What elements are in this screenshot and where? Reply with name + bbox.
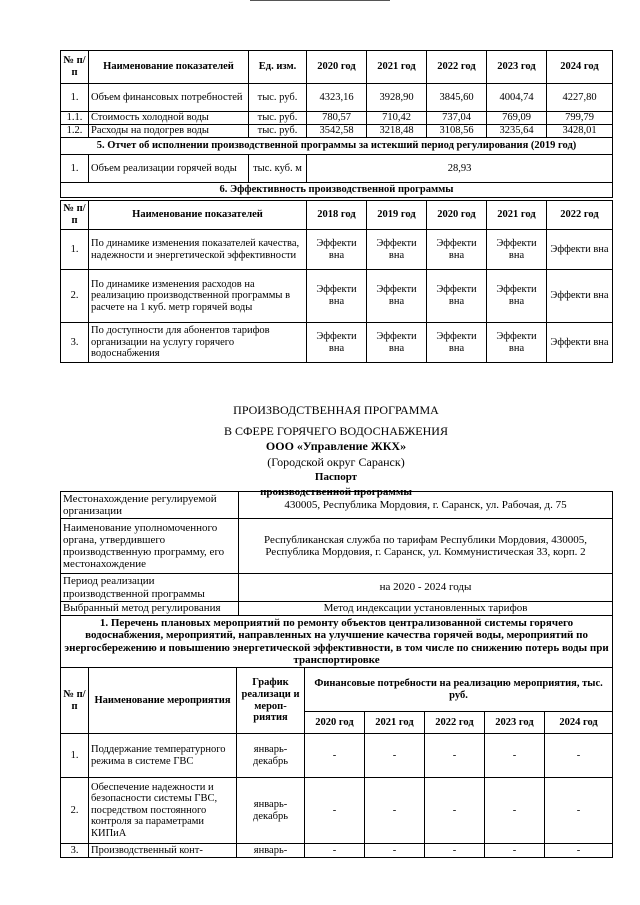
- cell: Производственный конт-: [89, 844, 237, 858]
- cell: январь-: [237, 844, 305, 858]
- table-row: [61, 574, 613, 602]
- cell: Обеспечение надежности и безопасности системы ГВС, посредством постоянного контроля за параметрами КИПиА: [89, 778, 237, 844]
- passport-value: Метод индексации установленных тарифов: [239, 602, 613, 616]
- cell: 3235,64: [487, 125, 547, 138]
- year-header: 2023 год: [485, 712, 545, 734]
- cell: Объем финансовых потребностей: [89, 84, 249, 112]
- cell: -: [305, 778, 365, 844]
- col-header: График реализаци и мероп- риятия: [237, 668, 305, 734]
- program-title-block: [60, 403, 612, 499]
- section-5-title-row: [61, 138, 613, 155]
- cell: Эффекти вна: [307, 323, 367, 363]
- cell: Эффекти вна: [427, 323, 487, 363]
- cell: январь-декабрь: [237, 734, 305, 778]
- col-header: № п/п: [61, 51, 89, 84]
- table-row: [61, 270, 613, 323]
- cell: Эффекти вна: [487, 323, 547, 363]
- page-top-mark: [250, 0, 390, 4]
- cell: 1.: [61, 230, 89, 270]
- table-row: [61, 230, 613, 270]
- table-row: [61, 492, 613, 519]
- cell: 1.: [61, 155, 89, 183]
- year-header: 2024 год: [545, 712, 613, 734]
- table-row: [61, 734, 613, 778]
- passport-label: Период реализации производственной программы: [61, 574, 239, 602]
- col-header: Наименование показателей: [89, 201, 307, 230]
- program-subtitle: В СФЕРЕ ГОРЯЧЕГО ВОДОСНАБЖЕНИЯ: [224, 423, 448, 438]
- program-title: ПРОИЗВОДСТВЕННАЯ ПРОГРАММА: [233, 403, 439, 417]
- col-header: 2018 год: [307, 201, 367, 230]
- cell: -: [365, 778, 425, 844]
- col-header: № п/п: [61, 201, 89, 230]
- col-header: 2023 год: [487, 51, 547, 84]
- measures-header-row: [61, 668, 613, 712]
- col-header: 2020 год: [307, 51, 367, 84]
- cell: По динамике изменения показателей качества, надежности и энергетической эффективности: [89, 230, 307, 270]
- col-header: Наименование показателей: [89, 51, 249, 84]
- table-row: [61, 602, 613, 616]
- cell: По динамике изменения расходов на реализацию производственной программы в расчете на 1 куб. метр горячей воды: [89, 270, 307, 323]
- section-6-title: 6. Эффективность производственной программы: [61, 183, 613, 198]
- cell: -: [485, 734, 545, 778]
- cell: Эффекти вна: [427, 230, 487, 270]
- cell: 2.: [61, 270, 89, 323]
- cell: Объем реализации горячей воды: [89, 155, 249, 183]
- financial-header-row: [61, 51, 613, 84]
- year-header: 2022 год: [425, 712, 485, 734]
- passport-label: Выбранный метод регулирования: [61, 602, 239, 616]
- cell: -: [425, 844, 485, 858]
- cell: январь-декабрь: [237, 778, 305, 844]
- cell: -: [425, 778, 485, 844]
- cell: 1.: [61, 734, 89, 778]
- col-header: 2022 год: [427, 51, 487, 84]
- table-row: [61, 112, 613, 125]
- cell: -: [365, 734, 425, 778]
- cell: Эффекти вна: [487, 270, 547, 323]
- cell: По доступности для абонентов тарифов организации на услугу горячего водоснабжения: [89, 323, 307, 363]
- cell: Поддержание температурного режима в системе ГВС: [89, 734, 237, 778]
- efficiency-header-row: [61, 201, 613, 230]
- cell: Эффекти вна: [547, 270, 613, 323]
- cell: 1.2.: [61, 125, 89, 138]
- cell: 28,93: [307, 155, 613, 183]
- measures-title: 1. Перечень плановых мероприятий по ремонту объектов централизованной системы горячего водоснабжения, мероприятий, направленных на улучшение качества горячей воды, мероприятий по энергосбережению и повышению энергетической эффективности, в том числе по снижению потерь воды при транспортировке: [61, 616, 613, 668]
- col-header: 2021 год: [487, 201, 547, 230]
- cell: Расходы на подогрев воды: [89, 125, 249, 138]
- cell: -: [305, 844, 365, 858]
- cell: тыс. руб.: [249, 84, 307, 112]
- efficiency-table: [60, 200, 613, 363]
- passport-value: 430005, Республика Мордовия, г. Саранск, ул. Рабочая, д. 75: [239, 492, 613, 519]
- cell: тыс. руб.: [249, 112, 307, 125]
- col-header: № п/п: [61, 668, 89, 734]
- col-header: Ед. изм.: [249, 51, 307, 84]
- table-row: [61, 125, 613, 138]
- cell: -: [545, 778, 613, 844]
- section-5-title: 5. Отчет об исполнении производственной программы за истекший период регулирования (2019 год): [61, 138, 613, 155]
- table-row: [61, 778, 613, 844]
- col-header: Наименование мероприятия: [89, 668, 237, 734]
- table-row: [61, 519, 613, 574]
- col-header: 2019 год: [367, 201, 427, 230]
- cell: 3.: [61, 844, 89, 858]
- year-header: 2020 год: [305, 712, 365, 734]
- passport-value: на 2020 - 2024 годы: [239, 574, 613, 602]
- cell: Эффекти вна: [307, 270, 367, 323]
- table-row: [61, 84, 613, 112]
- cell: Эффекти вна: [367, 270, 427, 323]
- col-header: 2021 год: [367, 51, 427, 84]
- cell: 4323,16: [307, 84, 367, 112]
- cell: Эффекти вна: [547, 323, 613, 363]
- passport-subtitle: производственной программы: [260, 485, 412, 498]
- municipality: (Городской округ Саранск): [267, 454, 405, 469]
- cell: 780,57: [307, 112, 367, 125]
- measures-table: [60, 615, 613, 858]
- cell: 1.1.: [61, 112, 89, 125]
- passport-label: Наименование уполномоченного органа, утвердившего производственную программу, его местонахождение: [61, 519, 239, 574]
- col-header: 2020 год: [427, 201, 487, 230]
- cell: 799,79: [547, 112, 613, 125]
- passport-value: Республиканская служба по тарифам Республики Мордовия, 430005, Республика Мордовия, г. Саранск, ул. Коммунистическая 33, корп. 2: [239, 519, 613, 574]
- cell: тыс. куб. м: [249, 155, 307, 183]
- cell: Эффекти вна: [367, 230, 427, 270]
- section-6-title-row: [61, 183, 613, 198]
- cell: -: [425, 734, 485, 778]
- cell: 769,09: [487, 112, 547, 125]
- cell: -: [305, 734, 365, 778]
- passport-title: Паспорт: [314, 471, 358, 484]
- cell: 2.: [61, 778, 89, 844]
- cell: 3108,56: [427, 125, 487, 138]
- cell: 710,42: [367, 112, 427, 125]
- passport-label: Местонахождение регулируемой организации: [61, 492, 239, 519]
- cell: -: [545, 734, 613, 778]
- passport-table: [60, 491, 613, 616]
- col-header: Финансовые потребности на реализацию мероприятия, тыс. руб.: [305, 668, 613, 712]
- table-row: [61, 323, 613, 363]
- cell: 4004,74: [487, 84, 547, 112]
- cell: -: [545, 844, 613, 858]
- cell: Стоимость холодной воды: [89, 112, 249, 125]
- cell: Эффекти вна: [547, 230, 613, 270]
- cell: -: [485, 778, 545, 844]
- cell: -: [485, 844, 545, 858]
- cell: 3845,60: [427, 84, 487, 112]
- cell: -: [365, 844, 425, 858]
- table-row: [61, 155, 613, 183]
- measures-title-row: [61, 616, 613, 668]
- cell: Эффекти вна: [487, 230, 547, 270]
- cell: 3218,48: [367, 125, 427, 138]
- cell: тыс. руб.: [249, 125, 307, 138]
- financial-table: [60, 50, 613, 198]
- year-header: 2021 год: [365, 712, 425, 734]
- table-row: [61, 844, 613, 858]
- cell: 3428,01: [547, 125, 613, 138]
- col-header: 2024 год: [547, 51, 613, 84]
- cell: 3928,90: [367, 84, 427, 112]
- col-header: 2022 год: [547, 201, 613, 230]
- cell: 1.: [61, 84, 89, 112]
- cell: Эффекти вна: [367, 323, 427, 363]
- cell: Эффекти вна: [427, 270, 487, 323]
- cell: 4227,80: [547, 84, 613, 112]
- organization-name: ООО «Управление ЖКХ»: [265, 439, 407, 454]
- cell: 3.: [61, 323, 89, 363]
- cell: 737,04: [427, 112, 487, 125]
- cell: Эффекти вна: [307, 230, 367, 270]
- cell: 3542,58: [307, 125, 367, 138]
